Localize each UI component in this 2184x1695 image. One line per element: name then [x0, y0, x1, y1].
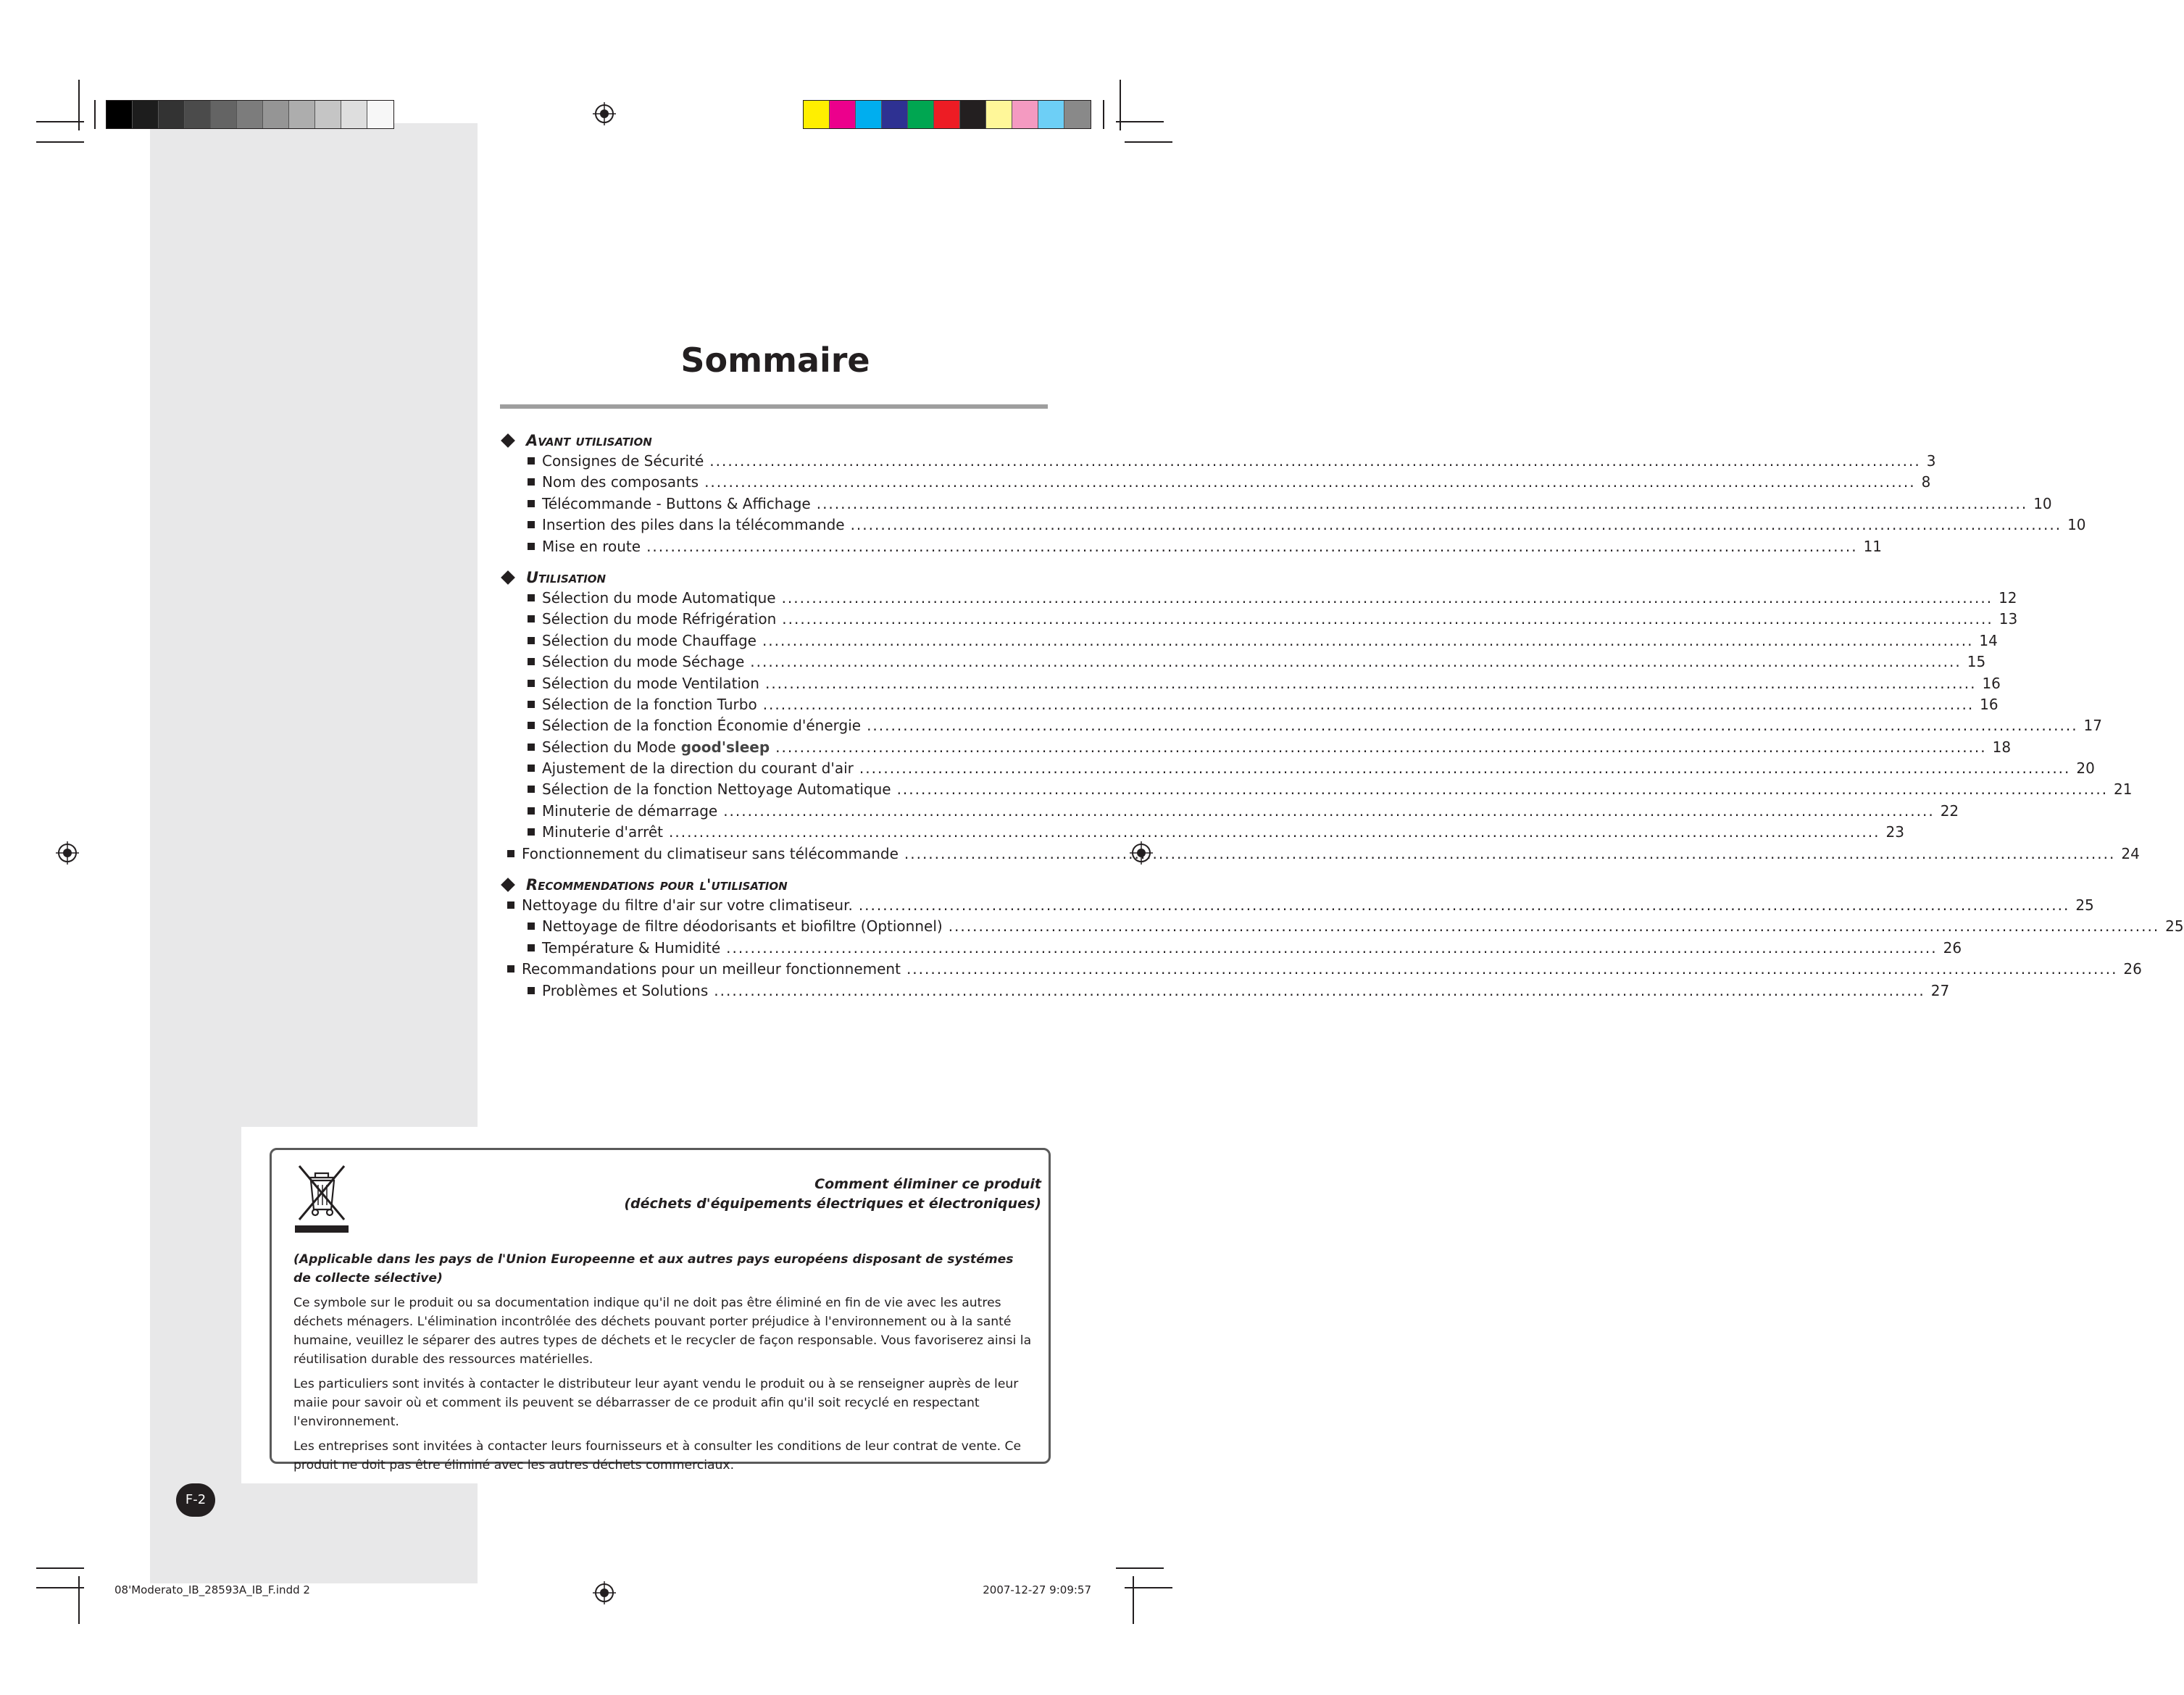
- color-swatch: [882, 101, 908, 128]
- footer-timestamp: 2007-12-27 9:09:57: [983, 1583, 1091, 1596]
- dot-leader: ........................................................................................................................................................................................................: [726, 938, 1938, 957]
- disposal-text: [293, 1250, 1033, 1480]
- toc-section-title: Recommendations pour l'utilisation: [526, 875, 788, 894]
- dot-leader: ........................................................................................................................................................................................................: [867, 717, 2078, 735]
- toc-entry[interactable]: [500, 651, 1986, 672]
- toc-entry[interactable]: [500, 472, 1931, 493]
- disposal-heading-line1: Comment éliminer ce produit: [814, 1176, 1041, 1192]
- toc-entry-page: 13: [1998, 610, 2018, 628]
- grayscale-swatch: [289, 101, 315, 128]
- dot-leader: ........................................................................................................................................................................................................: [709, 452, 1921, 470]
- dot-leader: ........................................................................................................................................................................................................: [782, 610, 1993, 628]
- toc-entry-page: 10: [2033, 494, 2052, 512]
- square-bullet-icon: [528, 701, 535, 708]
- grayscale-swatch: [133, 101, 159, 128]
- color-swatch: [804, 101, 830, 128]
- toc-entry[interactable]: [500, 822, 1904, 843]
- dot-leader: ........................................................................................................................................................................................................: [669, 823, 1880, 841]
- dot-leader: ........................................................................................................................................................................................................: [750, 653, 1962, 671]
- color-swatch: [856, 101, 882, 128]
- square-bullet-icon: [507, 901, 514, 909]
- toc-entry[interactable]: [500, 916, 2184, 937]
- toc-entry-page: 25: [2075, 896, 2094, 915]
- square-bullet-icon: [528, 722, 535, 729]
- crop-mark: [36, 1587, 84, 1588]
- color-swatch: [908, 101, 934, 128]
- grayscale-swatch: [159, 101, 185, 128]
- disposal-paragraph: Les particuliers sont invités à contacter le distributeur leur ayant vendu le produit ou à se renseigner auprès de leur maiie pour savoir où et comment ils peuvent se débarrasser de ce produit afin qu'il soit recyclé en respectant l'environnement.: [293, 1377, 1019, 1429]
- dot-leader: ........................................................................................................................................................................................................: [906, 960, 2118, 978]
- grayscale-swatch: [237, 101, 263, 128]
- crop-mark: [1116, 121, 1164, 122]
- square-bullet-icon: [528, 521, 535, 528]
- grayscale-calibration-bar: [106, 100, 394, 129]
- square-bullet-icon: [528, 543, 535, 550]
- dot-leader: ........................................................................................................................................................................................................: [704, 473, 1916, 491]
- crop-mark: [1116, 1567, 1164, 1569]
- toc-entry-page: 12: [1998, 588, 2017, 607]
- diamond-bullet-icon: [501, 878, 515, 892]
- toc-entry-page: 22: [1940, 801, 1959, 820]
- grayscale-swatch: [263, 101, 289, 128]
- crop-mark: [1103, 100, 1104, 129]
- dot-leader: ........................................................................................................................................................................................................: [762, 695, 1975, 713]
- grayscale-swatch: [341, 101, 367, 128]
- disposal-paragraph: Les entreprises sont invitées à contacter leurs fournisseurs et à consulter les conditions de leur contrat de vente. Ce produit ne doit pas être éliminé avec les autres déchets commerciaux.: [293, 1439, 1022, 1473]
- color-swatch: [986, 101, 1012, 128]
- toc-entry[interactable]: [500, 630, 1998, 651]
- toc-entry[interactable]: [500, 609, 2018, 630]
- dot-leader: ........................................................................................................................................................................................................: [948, 917, 2160, 936]
- toc-entry-label: Insertion des piles dans la télécommande: [542, 516, 845, 534]
- color-swatch: [934, 101, 960, 128]
- crossed-out-wheelie-bin-icon: [293, 1162, 350, 1234]
- toc-entry-page: 26: [1943, 938, 1962, 957]
- square-bullet-icon: [528, 637, 535, 644]
- toc-entry[interactable]: [500, 959, 2142, 980]
- disposal-heading: [624, 1175, 1041, 1214]
- toc-entry-page: 17: [2083, 717, 2102, 735]
- good-sleep-logo-text: good'sleep: [675, 738, 770, 756]
- toc-entry[interactable]: [500, 801, 1959, 822]
- toc-entry[interactable]: [500, 451, 1936, 472]
- diamond-bullet-icon: [501, 433, 515, 448]
- registration-target-icon: [56, 841, 79, 865]
- square-bullet-icon: [528, 807, 535, 815]
- toc-entry-label: Télécommande - Buttons & Affichage: [542, 494, 811, 512]
- toc-entry-page: 10: [2067, 516, 2086, 534]
- toc-entry[interactable]: [500, 844, 2140, 865]
- dot-leader: ........................................................................................................................................................................................................: [896, 780, 2109, 799]
- toc-entry-page: 20: [2076, 759, 2095, 778]
- toc-entry-label: Problèmes et Solutions: [542, 981, 709, 999]
- toc-entry[interactable]: [500, 588, 2017, 609]
- grayscale-swatch: [107, 101, 133, 128]
- grayscale-swatch: [185, 101, 211, 128]
- toc-entry-page: 11: [1863, 537, 1883, 555]
- square-bullet-icon: [528, 594, 535, 601]
- toc-entry-label: Recommandations pour un meilleur fonctionnement: [522, 960, 901, 978]
- color-calibration-bar: [803, 100, 1091, 129]
- square-bullet-icon: [528, 615, 535, 622]
- toc-entry-page: 26: [2123, 960, 2142, 978]
- toc-entry[interactable]: [500, 980, 1950, 1001]
- dot-leader: ........................................................................................................................................................................................................: [859, 759, 2071, 778]
- toc-entry[interactable]: [500, 895, 2094, 916]
- toc-entry-label: Sélection de la fonction Nettoyage Automatique: [542, 780, 891, 799]
- toc-entry[interactable]: [500, 515, 2086, 536]
- square-bullet-icon: [528, 680, 535, 687]
- toc-entry-label: Température & Humidité: [542, 938, 721, 957]
- crop-mark: [78, 80, 80, 130]
- toc-entry-page: 24: [2121, 844, 2140, 862]
- toc-entry-label: Sélection du mode Réfrigération: [542, 610, 777, 628]
- toc-entry-label: Sélection du mode Séchage: [542, 653, 745, 671]
- toc-entry-page: 23: [1885, 823, 1904, 841]
- color-swatch: [1038, 101, 1064, 128]
- dot-leader: ........................................................................................................................................................................................................: [850, 516, 2062, 534]
- dot-leader: ........................................................................................................................................................................................................: [714, 981, 1925, 999]
- dot-leader: ........................................................................................................................................................................................................: [646, 537, 1858, 555]
- toc-entry-label: Ajustement de la direction du courant d'air: [542, 759, 854, 778]
- dot-leader: ........................................................................................................................................................................................................: [858, 896, 2070, 915]
- disposal-paragraph: Ce symbole sur le produit ou sa documentation indique qu'il ne doit pas être éliminé en fin de vie avec les autres déchets ménagers. L'élimination incontrôlée des déchets pouvant porter préjudice à l'environnement ou à la santé humaine, veuillez le séparer des autres types de déchets et le recycler de façon responsable. Vous favoriserez ainsi la réutilisation durable des ressources matérielles.: [293, 1296, 1032, 1367]
- square-bullet-icon: [528, 765, 535, 772]
- toc-section-heading: [500, 567, 1036, 588]
- toc-entry-label: Nettoyage de filtre déodorisants et biofiltre (Optionnel): [542, 917, 943, 936]
- crop-mark: [1120, 80, 1121, 130]
- toc-entry-page: 14: [1979, 631, 1998, 649]
- toc-entry-label: Sélection de la fonction Économie d'énergie: [542, 717, 862, 735]
- toc-entry-page: 3: [1926, 452, 1936, 470]
- crop-mark: [1133, 1576, 1134, 1624]
- square-bullet-icon: [528, 658, 535, 665]
- crop-mark: [36, 121, 84, 122]
- grayscale-swatch: [315, 101, 341, 128]
- toc-entry-label: Sélection du mode Chauffage: [542, 631, 757, 649]
- toc-entry-page: 18: [1992, 738, 2012, 756]
- square-bullet-icon: [528, 987, 535, 994]
- toc-entry-page: 21: [2114, 780, 2133, 799]
- dot-leader: ........................................................................................................................................................................................................: [723, 801, 1935, 820]
- crop-mark: [1125, 141, 1172, 143]
- toc-entry-label: Nom des composants: [542, 473, 699, 491]
- grayscale-swatch: [211, 101, 237, 128]
- table-of-contents: [500, 426, 2184, 1001]
- crop-mark: [94, 100, 96, 129]
- square-bullet-icon: [528, 744, 535, 751]
- disposal-heading-line2: (déchets d'équipements électriques et électroniques): [624, 1196, 1041, 1212]
- square-bullet-icon: [528, 457, 535, 465]
- toc-entry-label: Sélection du mode Ventilation: [542, 674, 759, 692]
- square-bullet-icon: [528, 828, 535, 836]
- toc-entry-label: Nettoyage du filtre d'air sur votre climatiseur.: [522, 896, 853, 915]
- disposal-notice-box: [270, 1148, 1051, 1473]
- toc-entry-label: Minuterie de démarrage: [542, 801, 718, 820]
- diamond-bullet-icon: [501, 570, 515, 585]
- toc-entry-page: 16: [1980, 695, 1998, 713]
- toc-entry[interactable]: [500, 737, 2012, 758]
- page-number-badge: F-2: [176, 1483, 215, 1517]
- toc-entry[interactable]: [500, 493, 2052, 515]
- crop-mark: [36, 141, 84, 143]
- color-swatch: [1012, 101, 1038, 128]
- toc-entry-label: Sélection du mode Automatique: [542, 588, 776, 607]
- crop-mark: [36, 1567, 84, 1569]
- toc-entry-page: 8: [1921, 473, 1931, 491]
- dot-leader: ........................................................................................................................................................................................................: [775, 738, 1987, 756]
- toc-entry-label: Consignes de Sécurité: [542, 452, 704, 470]
- toc-section-title: Avant utilisation: [526, 431, 652, 449]
- square-bullet-icon: [528, 944, 535, 951]
- toc-entry[interactable]: [500, 938, 1962, 959]
- toc-entry[interactable]: [500, 673, 2001, 694]
- toc-entry[interactable]: [500, 694, 1998, 715]
- toc-entry[interactable]: [500, 715, 2102, 736]
- toc-entry-label: Fonctionnement du climatiseur sans télécommande: [522, 844, 899, 862]
- grayscale-swatch: [367, 101, 393, 128]
- footer-filename: 08'Moderato_IB_28593A_IB_F.indd 2: [114, 1583, 310, 1596]
- color-swatch: [830, 101, 856, 128]
- square-bullet-icon: [528, 923, 535, 930]
- toc-entry[interactable]: [500, 779, 2133, 800]
- square-bullet-icon: [507, 850, 514, 857]
- dot-leader: ........................................................................................................................................................................................................: [764, 674, 1977, 692]
- toc-entry-label: Mise en route: [542, 537, 641, 555]
- registration-target-icon: [593, 1581, 616, 1604]
- toc-entry[interactable]: [500, 758, 2095, 779]
- toc-section-title: Utilisation: [526, 568, 607, 586]
- dot-leader: ........................................................................................................................................................................................................: [762, 631, 1974, 649]
- crop-mark: [1125, 1587, 1172, 1588]
- dot-leader: ........................................................................................................................................................................................................: [816, 494, 2028, 512]
- toc-entry-label: Sélection de la fonction Turbo: [542, 695, 757, 713]
- toc-entry-page: 25: [2165, 917, 2184, 936]
- dot-leader: ........................................................................................................................................................................................................: [781, 588, 1993, 607]
- page-title: Sommaire: [680, 341, 870, 380]
- toc-entry-label: Sélection du Mode good'sleep: [542, 738, 770, 756]
- toc-entry-label: Minuterie d'arrêt: [542, 823, 664, 841]
- registration-target-icon: [593, 102, 616, 125]
- square-bullet-icon: [507, 965, 514, 973]
- square-bullet-icon: [528, 478, 535, 486]
- dot-leader: ........................................................................................................................................................................................................: [904, 844, 2116, 862]
- title-divider: [500, 404, 1048, 409]
- toc-entry-page: 16: [1982, 674, 2001, 692]
- toc-section-heading: [500, 875, 1036, 895]
- square-bullet-icon: [528, 500, 535, 507]
- toc-entry[interactable]: [500, 536, 1883, 557]
- color-swatch: [960, 101, 986, 128]
- square-bullet-icon: [528, 786, 535, 793]
- toc-entry-page: 27: [1930, 981, 1950, 999]
- toc-section-heading: [500, 430, 1036, 451]
- crop-mark: [78, 1576, 80, 1624]
- toc-entry-page: 15: [1967, 653, 1986, 671]
- disposal-applicable: (Applicable dans les pays de l'Union Europeenne et aux autres pays européens disposant de systémes de collecte sélective): [293, 1252, 1014, 1286]
- color-swatch: [1064, 101, 1091, 128]
